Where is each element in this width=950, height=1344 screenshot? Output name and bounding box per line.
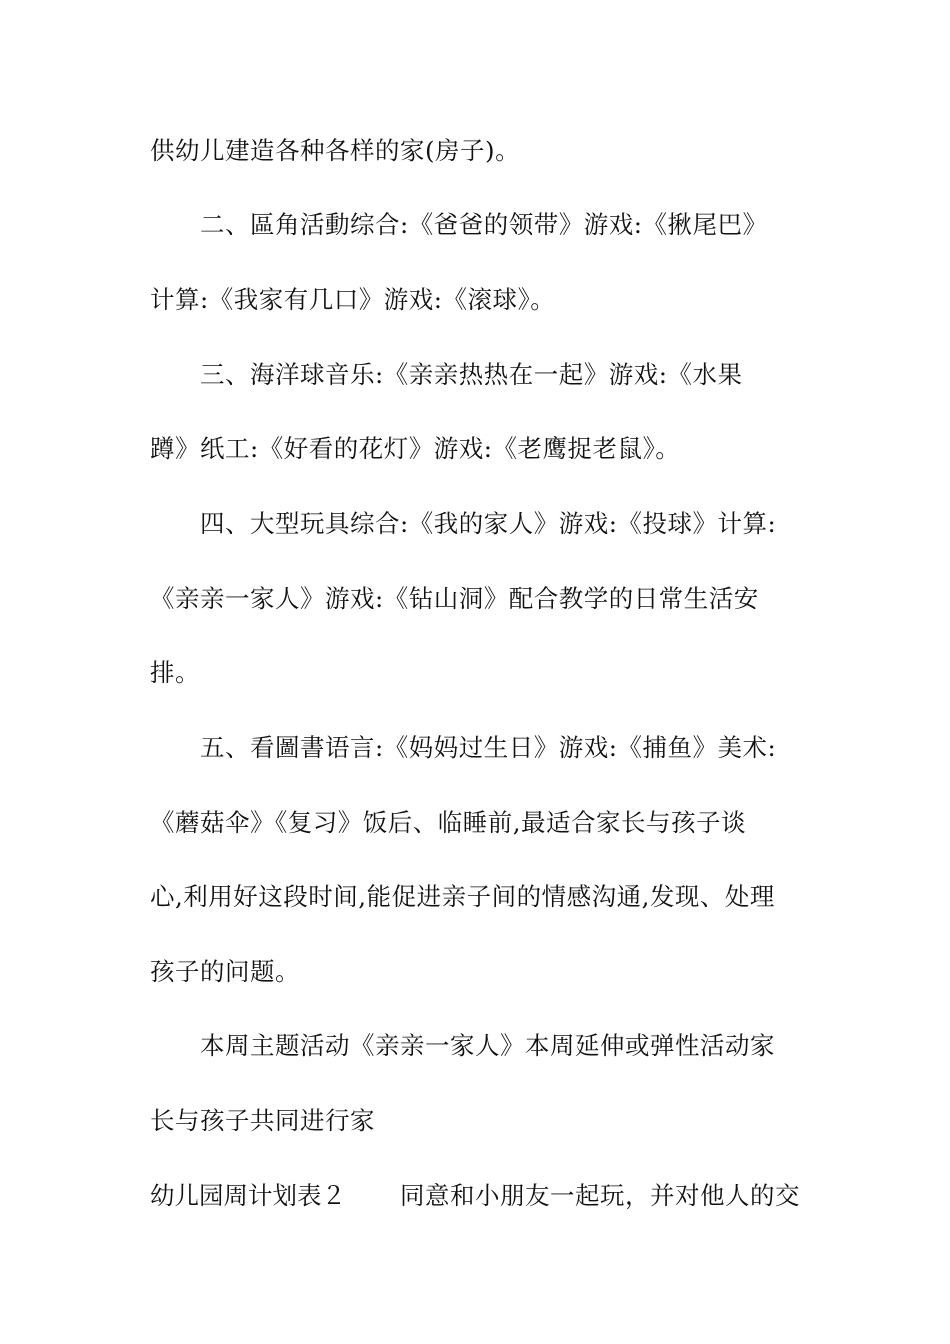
text-line: 排。 (150, 658, 200, 687)
text-line: 本周主题活动《亲亲一家人》本周延伸或弹性活动家 (200, 1031, 775, 1060)
text-line: 计算:《我家有几口》游戏:《滚球》。 (150, 285, 556, 314)
text-line: 《亲亲一家人》游戏:《钻山洞》配合教学的日常生活安 (150, 584, 759, 613)
text-line: 蹲》纸工:《好看的花灯》游戏:《老鹰捉老鼠》。 (150, 434, 681, 463)
text-line: 五、看圖書语言:《妈妈过生日》游戏:《捕鱼》美术: (200, 733, 777, 762)
text-line: 心,利用好这段时间,能促进亲子间的情感沟通,发现、处理 (150, 882, 775, 911)
text-line: 四、大型玩具综合:《我的家人》游戏:《投球》计算: (200, 509, 777, 538)
text-line: 长与孩子共同进行家 (150, 1106, 375, 1135)
next-section-heading: 幼儿园周计划表２ (150, 1181, 346, 1210)
text-line: 二、區角活動综合:《爸爸的领带》游戏:《揪尾巴》 (200, 210, 768, 239)
text-line: 孩子的问题。 (150, 957, 300, 986)
next-section-text: 同意和小朋友一起玩，并对他人的交 (400, 1181, 800, 1210)
text-line: 供幼儿建造各种各样的家(房子)。 (150, 136, 521, 165)
text-line: 《蘑菇伞》《复习》饭后、临睡前,最适合家长与孩子谈 (150, 808, 747, 837)
text-line: 三、海洋球音乐:《亲亲热热在一起》游戏:《水果 (200, 360, 743, 389)
